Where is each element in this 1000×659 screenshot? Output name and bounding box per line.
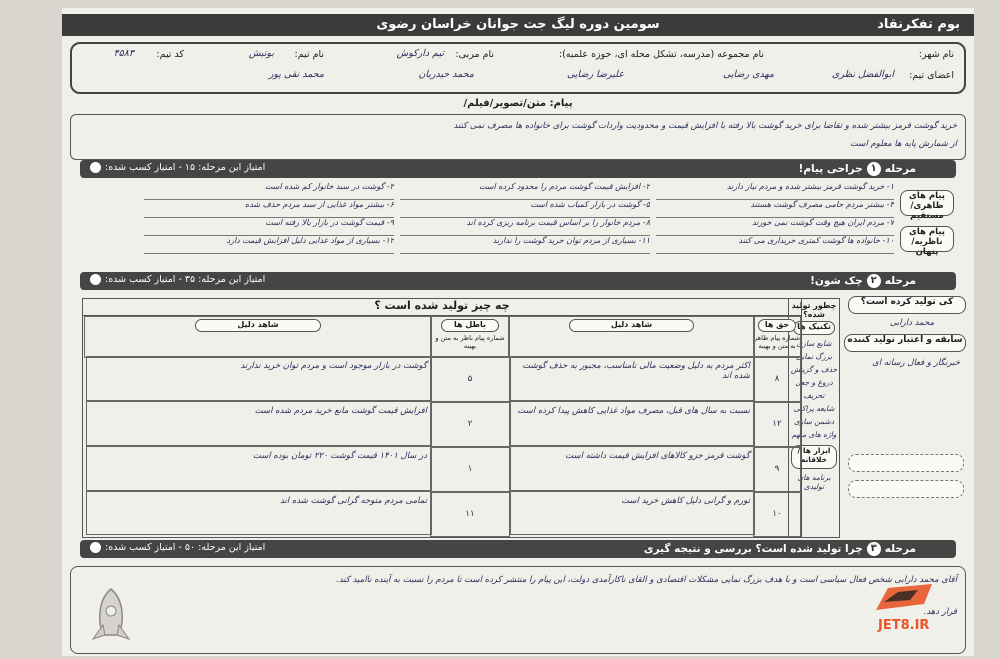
- techniques-label: تکنیک ها: [793, 321, 835, 335]
- producer-background-title: [844, 334, 966, 352]
- worksheet-page: [62, 8, 974, 656]
- row1-evidence2: گوشت در بازار موجود است و مردم توان خرید ندارند: [86, 356, 432, 401]
- technique: شایعه پراکنی: [793, 404, 835, 413]
- message-item-4: ۴- بیشتر مردم حامی مصرف گوشت هستند: [656, 200, 894, 218]
- stage-1-band: [80, 160, 956, 178]
- row4-right-num: ۱۰: [753, 491, 801, 537]
- message-item-5: ۵- گوشت در بازار کمیاب شده است: [400, 200, 650, 218]
- row3-evidence: گوشت قرمز جزو کالاهای افزایش قیمت داشته است: [510, 446, 755, 491]
- row4-evidence: تورم و گرانی دلیل کاهش خرید است: [510, 491, 755, 535]
- code-label: کد تیم:: [156, 49, 184, 60]
- row2-false-num: ۲: [430, 401, 510, 448]
- message-item-12: ۱۲- بسیاری از مواد غذایی دلیل افزایش قیمت دارد: [144, 236, 394, 254]
- stage-2-score: امتیاز این مرحله: ۳۵ - امتیاز کسب شده:: [105, 274, 266, 285]
- stage-1-score: امتیاز این مرحله: ۱۵ - امتیاز کسب شده:: [105, 162, 266, 173]
- item-num: ۴: [889, 200, 894, 209]
- message-text-2: از شمارش پایه ها معلوم است: [850, 139, 957, 149]
- col-evidence-header: [508, 316, 755, 358]
- team-label: نام تیم:: [294, 49, 324, 60]
- item-num: ۱: [889, 182, 894, 191]
- score-circle-icon: [90, 542, 101, 553]
- what-produced-title: چه چیز تولید شده است ؟: [83, 299, 801, 316]
- producer-background-text: سابقه و اعتبار تولید کننده: [847, 335, 963, 345]
- item-num: ۱۲: [385, 236, 394, 245]
- row1-evidence: اکثر مردم به دلیل وضعیت مالی نامناسب، مجبور به حذف گوشت شده اند: [510, 356, 755, 401]
- rocket-icon: [81, 585, 141, 645]
- conclusion-text: آقای محمد دارابی شخص فعال سیاسی است و با هدف بزرگ نمایی مشکلات اقتصادی و القای ناکارآمدی دولت، این پیام را منتشر کرده است تا مردم را نسبت به آینده ناامید کند.: [336, 575, 957, 585]
- item-num: ۱۰: [885, 236, 894, 245]
- item-text: گوشت در بازار کمیاب شده است: [530, 200, 641, 209]
- tools-label: ابزار ها / خلاقانه: [791, 445, 837, 469]
- technique: تحریف: [803, 391, 825, 400]
- label-surface-text: پیام های ظاهری/مستقیم: [909, 191, 945, 221]
- col-right-sub: شماره پیام ظاهر به متن و بهینه: [754, 334, 800, 350]
- blank-box-2: [848, 480, 964, 498]
- message-item-8: ۸- مردم خانوار را بر اساس قیمت برنامه ریزی کرده اند: [400, 218, 650, 236]
- tools-value: برنامه های تولیدی: [797, 473, 831, 491]
- col-false-header: [430, 316, 510, 358]
- collection-label: نام مجموعه (مدرسه، تشکل محله ای، حوزه علمیه):: [558, 49, 764, 60]
- item-text: بیشتر مردم حامی مصرف گوشت هستند: [750, 200, 885, 209]
- sheet-name: بوم تفکرنقاد: [877, 17, 960, 32]
- item-text: بسیاری از مردم توان خرید گوشت را ندارند: [492, 236, 636, 245]
- col-evidence2-label: شاهد دلیل: [195, 319, 321, 332]
- stage-1-body: [80, 182, 956, 257]
- stage-2-band: [80, 272, 956, 290]
- item-num: ۵: [645, 200, 650, 209]
- item-num: ۳: [389, 182, 394, 191]
- col-false-sub: شماره پیام ناظر به متن و بهینه: [435, 334, 505, 350]
- technique: شایع سازی: [796, 339, 832, 348]
- message-item-7: ۷- مردم ایران هیچ وقت گوشت نمی خورند: [656, 218, 894, 236]
- col-evidence2-header: [84, 316, 432, 358]
- stage-3-number: ۳: [867, 542, 881, 556]
- col-false-label: باطل ها: [441, 319, 499, 332]
- item-text: مردم خانوار را بر اساس قیمت برنامه ریزی کرده اند: [466, 218, 641, 227]
- item-text: بیشتر مواد غذایی از سبد مردم حذف شده: [245, 200, 385, 209]
- member-2: مهدی رضایی: [722, 69, 774, 80]
- stage-1-number: ۱: [867, 162, 881, 176]
- technique: بزرگ نمایی: [796, 352, 832, 361]
- technique: واژه های مبهم: [791, 430, 837, 439]
- coach-value: تیم دارکوش: [396, 48, 444, 59]
- blank-box-1: [848, 454, 964, 472]
- label-hidden-messages: [900, 226, 954, 257]
- technique: حذف و گزینش: [790, 365, 838, 374]
- worksheet-header: [62, 14, 974, 36]
- how-produced-title: چطور تولید شده؟: [791, 301, 837, 319]
- label-hidden-text: پیام های ناظریه/پنهان: [909, 227, 945, 257]
- row4-false-num: ۱۱: [430, 491, 510, 537]
- item-text: قیمت گوشت در بازار بالا رفته است: [265, 218, 385, 227]
- label-surface-messages: [900, 190, 954, 221]
- item-text: خانواده ها گوشت کمتری خریداری می کنند: [738, 236, 880, 245]
- stage-3-name: چرا تولید شده است؟ بررسی و نتیجه گیری: [643, 543, 863, 555]
- technique: دروغ و جعل: [795, 378, 833, 387]
- conclusion-box: [70, 566, 966, 654]
- stage-3-label: مرحله: [884, 543, 916, 555]
- producer-background-value: خبرنگار و فعال رسانه ای: [872, 358, 960, 368]
- member-1: ابوالفضل نظری: [831, 69, 894, 80]
- code-value: ۴۵۸۳: [113, 48, 134, 59]
- item-text: گوشت در سبد خانوار کم شده است: [264, 182, 385, 191]
- member-4: محمد حیدریان: [418, 69, 474, 80]
- stage-1-label: مرحله: [884, 163, 916, 175]
- item-num: ۷: [889, 218, 894, 227]
- row1-right-num: ۸: [753, 356, 801, 403]
- who-produced-title: [848, 296, 966, 314]
- technique: دشمن سازی: [793, 417, 835, 426]
- who-produced-text: کی تولید کرده است؟: [860, 297, 954, 307]
- stage-2-label: مرحله: [884, 275, 916, 287]
- message-item-3: ۳- گوشت در سبد خانوار کم شده است: [144, 182, 394, 200]
- col-right-header: [753, 316, 801, 358]
- conclusion-text-2: قرار دهد.: [923, 607, 957, 617]
- item-text: خرید گوشت قرمز بیشتر شده و مردم نیاز دارند: [726, 182, 885, 191]
- stage-2-name: چک شون!: [810, 275, 863, 287]
- row2-evidence: نسبت به سال های قبل، مصرف مواد غذایی کاهش پیدا کرده است: [510, 401, 755, 446]
- team-info-box: [70, 42, 966, 94]
- stage-3-band: [80, 540, 956, 558]
- producer-name: محمد دارابی: [889, 318, 934, 328]
- row2-right-num: ۱۲: [753, 401, 801, 448]
- stage-2-number: ۲: [867, 274, 881, 288]
- team-value: بوتیش: [248, 48, 274, 59]
- evidence-grid: [82, 298, 802, 538]
- jet8-logo-icon: [870, 580, 940, 618]
- row3-right-num: ۹: [753, 446, 801, 493]
- jet8-brand: JET8.IR: [878, 618, 930, 633]
- item-num: ۶: [389, 200, 394, 209]
- score-circle-icon: [90, 162, 101, 173]
- stage-1-name: جراحی پیام!: [798, 163, 863, 175]
- message-item-1: ۱- خرید گوشت قرمز بیشتر شده و مردم نیاز دارند: [656, 182, 894, 200]
- score-circle-icon: [90, 274, 101, 285]
- message-title: پیام: متن/تصویر/فیلم/: [463, 98, 573, 109]
- row4-evidence2: تمامی مردم متوجه گرانی گوشت شده اند: [86, 491, 432, 535]
- item-num: ۱۱: [641, 236, 650, 245]
- message-item-10: ۱۰- خانواده ها گوشت کمتری خریداری می کنند: [656, 236, 894, 254]
- message-item-2: ۲- افزایش قیمت گوشت مردم را محدود کرده است: [400, 182, 650, 200]
- league-title: سومین دوره لیگ جت جوانان خراسان رضوی: [376, 17, 660, 32]
- city-label: نام شهر:: [918, 49, 954, 60]
- stage-3-score: امتیاز این مرحله: ۵۰ - امتیاز کسب شده:: [105, 542, 266, 553]
- member-3: علیرضا رضایی: [566, 69, 624, 80]
- message-text: خرید گوشت قرمز بیشتر شده و تقاضا برای خرید گوشت بالا رفته با افزایش قیمت و محدودیت واردات گوشت برای خانواده ها مصرف نمی کنند: [453, 121, 957, 131]
- members-label: اعضای تیم:: [909, 70, 954, 81]
- row2-evidence2: افزایش قیمت گوشت مانع خرید مردم شده است: [86, 401, 432, 446]
- message-box: [70, 114, 966, 160]
- item-num: ۸: [645, 218, 650, 227]
- message-item-9: ۹- قیمت گوشت در بازار بالا رفته است: [144, 218, 394, 236]
- member-5: محمد نقی پور: [268, 69, 324, 80]
- item-text: مردم ایران هیچ وقت گوشت نمی خورند: [752, 218, 885, 227]
- col-right-label: حق ها: [758, 319, 796, 332]
- row3-evidence2: در سال ۱۴۰۱ قیمت گوشت ۲۲۰ تومان بوده است: [86, 446, 432, 491]
- row3-false-num: ۱: [430, 446, 510, 493]
- message-item-6: ۶- بیشتر مواد غذایی از سبد مردم حذف شده: [144, 200, 394, 218]
- coach-label: نام مربی:: [455, 49, 494, 60]
- col-evidence-label: شاهد دلیل: [569, 319, 694, 332]
- row1-false-num: ۵: [430, 356, 510, 403]
- item-text: بسیاری از مواد غذایی دلیل افزایش قیمت دارد: [226, 236, 380, 245]
- item-num: ۹: [389, 218, 394, 227]
- item-text: افزایش قیمت گوشت مردم را محدود کرده است: [479, 182, 641, 191]
- jet8-watermark: [840, 580, 970, 640]
- message-item-11: ۱۱- بسیاری از مردم توان خرید گوشت را ندارند: [400, 236, 650, 254]
- item-num: ۲: [645, 182, 650, 191]
